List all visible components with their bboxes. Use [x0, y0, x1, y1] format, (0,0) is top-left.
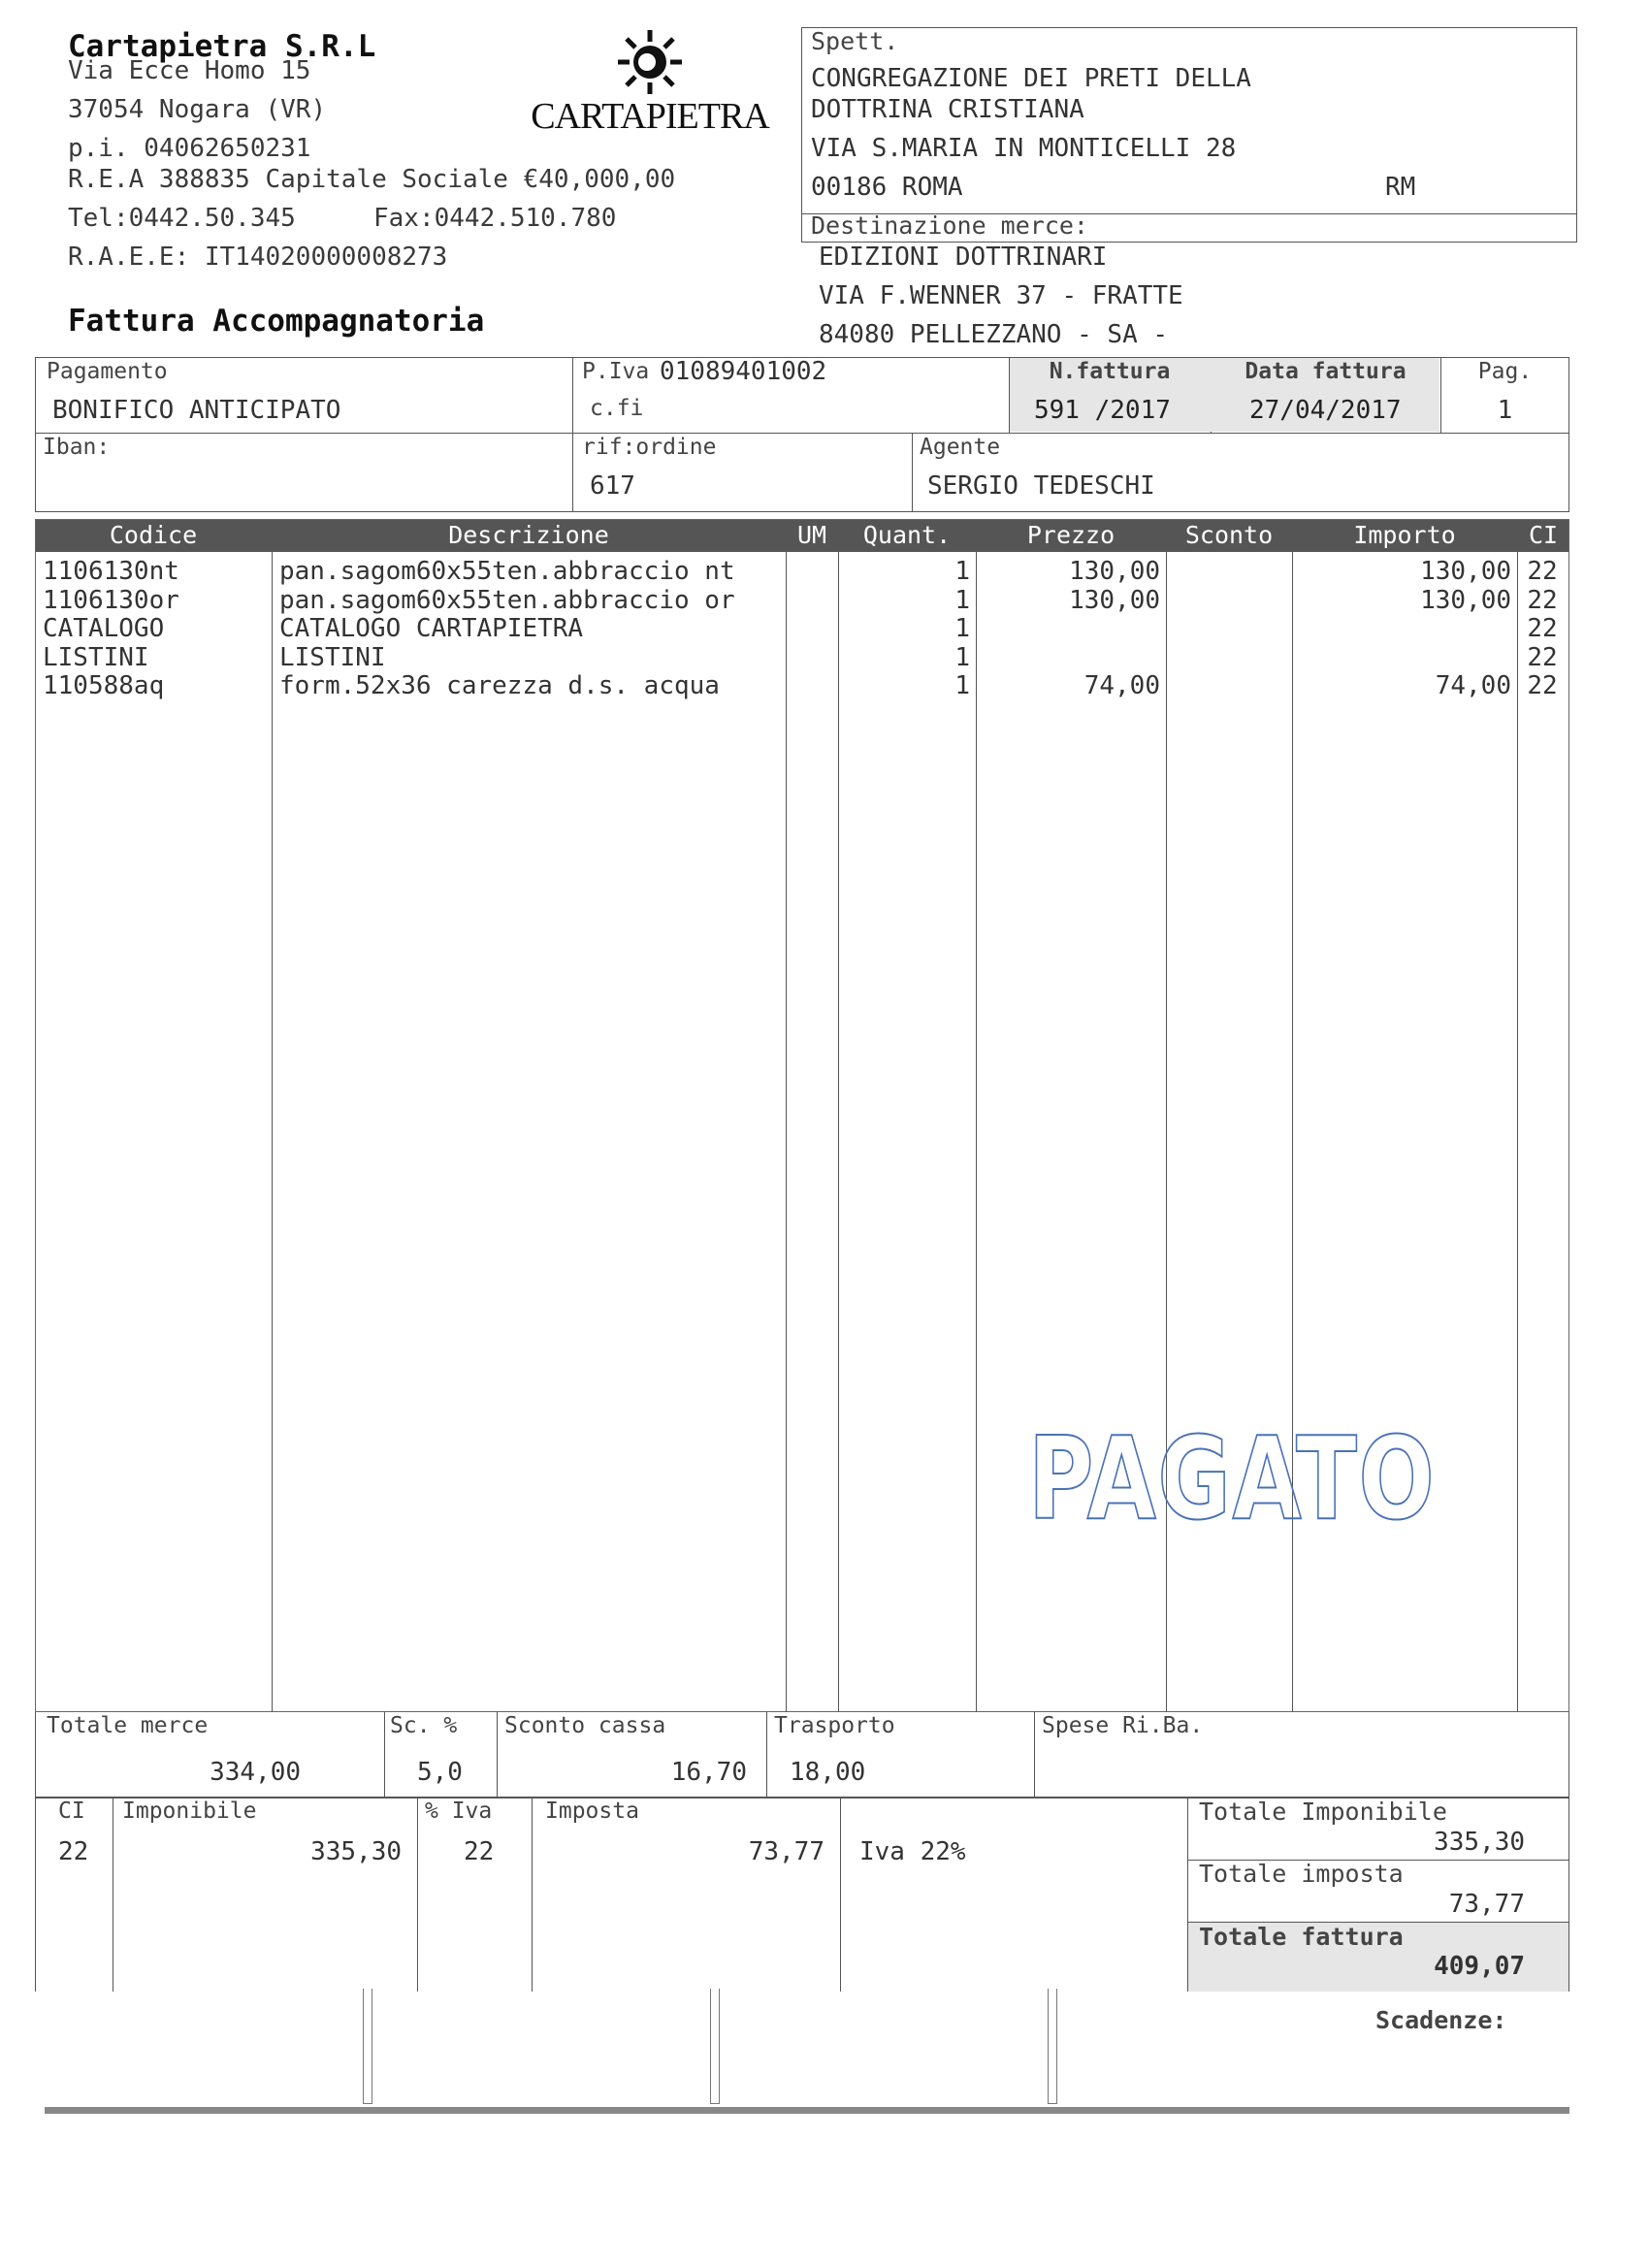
iva-pct-value: 22: [464, 1837, 495, 1866]
tot-fattura-value: 409,07: [1434, 1952, 1525, 1981]
signature-mark-3: [1048, 1989, 1057, 2104]
row-prezzo: 130,00: [1069, 557, 1160, 586]
row-codice: LISTINI: [43, 642, 149, 672]
tot-imponibile-label: Totale Imponibile: [1199, 1798, 1447, 1826]
data-fattura-label: Data fattura: [1245, 359, 1406, 384]
rif-ordine-label: rif:ordine: [582, 435, 717, 460]
logo-text: CARTAPIETRA: [531, 96, 769, 137]
imponibile-value: 335,30: [310, 1837, 402, 1866]
data-fattura-value: 27/04/2017: [1249, 396, 1402, 425]
destination-line2: VIA F.WENNER 37 - FRATTE: [819, 281, 1183, 310]
tot-imponibile-value: 335,30: [1434, 1828, 1525, 1857]
row-codice: 110588aq: [43, 671, 165, 700]
row-importo: 130,00: [1420, 557, 1511, 586]
iban-label: Iban:: [43, 435, 111, 460]
row-ci: 22: [1527, 557, 1558, 586]
recipient-province: RM: [1385, 173, 1416, 202]
row-codice: 1106130nt: [43, 557, 179, 586]
col-codice: Codice: [109, 521, 198, 549]
col-prezzo: Prezzo: [1026, 521, 1116, 549]
nfattura-value: 591 /2017: [1034, 396, 1171, 425]
company-name: Cartapietra S.R.L: [68, 29, 376, 64]
signature-mark-1: [363, 1989, 372, 2104]
pagamento-value: BONIFICO ANTICIPATO: [52, 396, 341, 425]
row-prezzo: 130,00: [1069, 585, 1160, 615]
scadenze-label: Scadenze:: [1375, 2006, 1507, 2034]
imposta-label: Imposta: [545, 1798, 639, 1824]
recipient-line3: VIA S.MARIA IN MONTICELLI 28: [811, 134, 1237, 163]
sc-value: 5,0: [417, 1758, 463, 1787]
recipient-label: Spett.: [811, 27, 899, 55]
company-city: 37054 Nogara (VR): [68, 95, 327, 124]
piva-value: 01089401002: [660, 357, 827, 386]
pag-value: 1: [1497, 396, 1513, 425]
col-quant: Quant.: [862, 521, 952, 549]
row-ci: 22: [1527, 671, 1558, 700]
row-quant: 1: [954, 614, 970, 643]
nfattura-label: N.fattura: [1049, 359, 1171, 384]
sun-icon: [514, 29, 786, 97]
company-tel: Tel:0442.50.345: [68, 204, 296, 233]
sconto-cassa-label: Sconto cassa: [504, 1713, 666, 1738]
totale-merce-value: 334,00: [210, 1758, 301, 1787]
col-descrizione: Descrizione: [448, 521, 609, 549]
row-descrizione: pan.sagom60x55ten.abbraccio nt: [279, 557, 735, 586]
sconto-cassa-value: 16,70: [670, 1758, 747, 1787]
row-quant: 1: [954, 585, 970, 615]
recipient-line1: CONGREGAZIONE DEI PRETI DELLA: [811, 64, 1251, 93]
ci-label: CI: [58, 1798, 85, 1824]
tot-imposta-value: 73,77: [1448, 1890, 1525, 1919]
destination-label: Destinazione merce:: [811, 211, 1088, 240]
row-quant: 1: [954, 642, 970, 672]
imposta-value: 73,77: [748, 1837, 824, 1866]
row-importo: 130,00: [1420, 585, 1511, 615]
imponibile-label: Imponibile: [122, 1798, 257, 1824]
trasporto-label: Trasporto: [774, 1713, 895, 1738]
row-ci: 22: [1527, 642, 1558, 672]
company-piva: p.i. 04062650231: [68, 134, 311, 163]
row-descrizione: LISTINI: [279, 642, 386, 672]
tot-imposta-label: Totale imposta: [1199, 1860, 1404, 1888]
totale-merce-label: Totale merce: [47, 1713, 209, 1738]
agente-value: SERGIO TEDESCHI: [927, 471, 1155, 501]
row-codice: 1106130or: [43, 585, 179, 615]
row-quant: 1: [954, 557, 970, 586]
ci-value: 22: [58, 1837, 89, 1866]
spese-label: Spese Ri.Ba.: [1042, 1713, 1204, 1738]
row-descrizione: CATALOGO CARTAPIETRA: [279, 614, 584, 643]
pagamento-label: Pagamento: [47, 359, 168, 384]
sc-label: Sc. %: [390, 1713, 458, 1738]
paid-stamp: PAGATO: [1028, 1411, 1437, 1545]
row-codice: CATALOGO: [43, 614, 165, 643]
row-descrizione: form.52x36 carezza d.s. acqua: [279, 671, 720, 700]
company-rea: R.E.A 388835 Capitale Sociale €40,000,00: [68, 165, 676, 194]
col-um: UM: [796, 521, 827, 549]
col-importo: Importo: [1353, 521, 1456, 549]
signature-mark-2: [710, 1989, 720, 2104]
iva-desc: Iva 22%: [859, 1837, 966, 1866]
pag-label: Pag.: [1477, 359, 1533, 384]
iva-pct-label: % Iva: [425, 1798, 493, 1824]
row-prezzo: 74,00: [1083, 671, 1160, 700]
cfi-label: c.fi: [590, 396, 644, 421]
company-address: Via Ecce Homo 15: [68, 56, 311, 85]
trasporto-value: 18,00: [790, 1758, 866, 1787]
row-quant: 1: [954, 671, 970, 700]
rif-ordine-value: 617: [590, 471, 635, 501]
destination-line3: 84080 PELLEZZANO - SA -: [819, 320, 1169, 349]
company-logo: [514, 29, 786, 146]
tot-fattura-label: Totale fattura: [1199, 1923, 1404, 1951]
piva-label: P.Iva: [582, 359, 650, 384]
agente-label: Agente: [920, 435, 1001, 460]
row-ci: 22: [1527, 585, 1558, 615]
row-ci: 22: [1527, 614, 1558, 643]
company-fax: Fax:0442.510.780: [373, 204, 617, 233]
bottom-rule: [45, 2107, 1569, 2114]
doc-title: Fattura Accompagnatoria: [68, 304, 485, 339]
recipient-line2: DOTTRINA CRISTIANA: [811, 95, 1084, 124]
recipient-cap-city: 00186 ROMA: [811, 173, 963, 202]
company-raee: R.A.E.E: IT14020000008273: [68, 243, 448, 272]
row-descrizione: pan.sagom60x55ten.abbraccio or: [279, 585, 735, 615]
col-sconto: Sconto: [1184, 521, 1274, 549]
row-importo: 74,00: [1435, 671, 1511, 700]
destination-line1: EDIZIONI DOTTRINARI: [819, 243, 1108, 272]
col-ci: CI: [1528, 521, 1559, 549]
